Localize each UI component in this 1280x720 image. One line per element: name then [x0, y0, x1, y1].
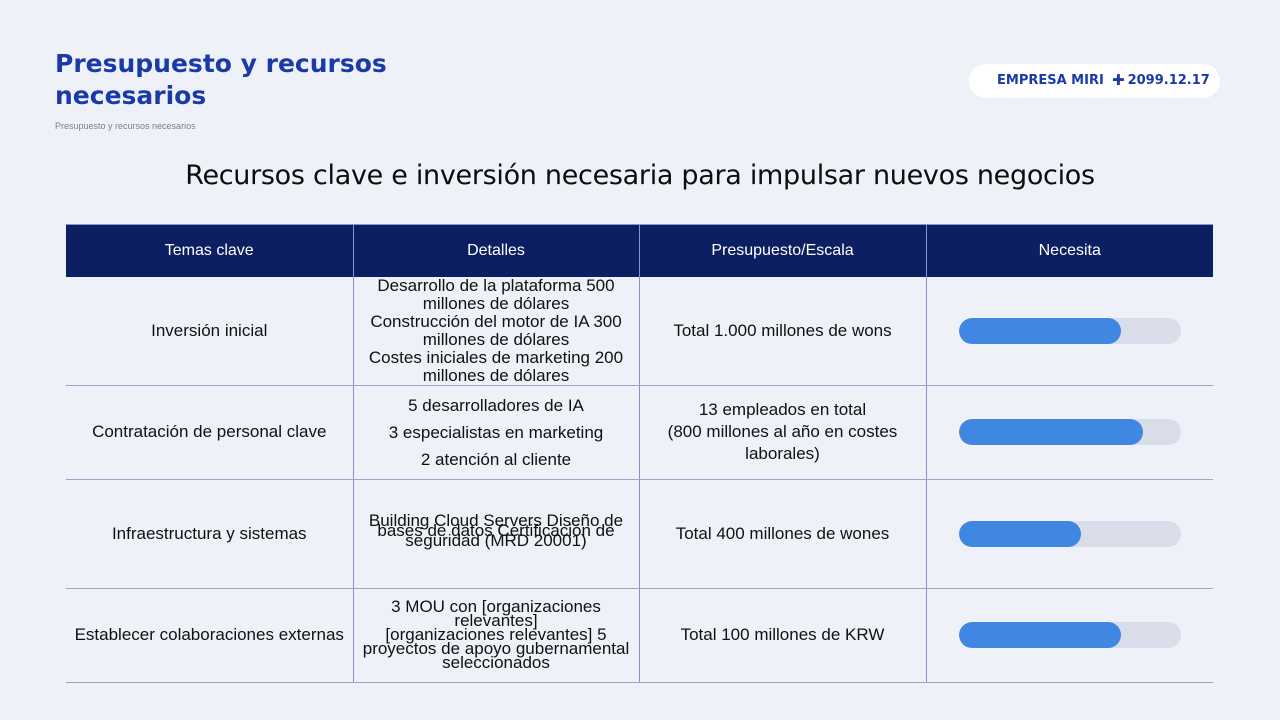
- table-row: [66, 588, 1213, 682]
- budget-cell: Total 400 millones de wones: [639, 479, 926, 588]
- budget-cell: [639, 385, 926, 479]
- detail-line: [organizaciones relevantes] 5 proyectos de apoyo gubernamental: [362, 625, 630, 658]
- table-row: [66, 277, 1213, 386]
- main-heading: Recursos clave e inversión necesaria para impulsar nuevos negocios: [185, 160, 1095, 191]
- table-row: [66, 385, 1213, 479]
- detail-line: seleccionados: [442, 653, 550, 672]
- need-bar-track: [959, 318, 1181, 344]
- need-bar-fill: [959, 622, 1121, 648]
- need-cell: [926, 479, 1213, 588]
- need-cell: [926, 385, 1213, 479]
- details-cell: [353, 385, 639, 479]
- detail-line: 5 desarrolladores de IA: [408, 395, 584, 415]
- header-badge: [969, 64, 1220, 98]
- need-bar-fill: [959, 318, 1121, 344]
- need-bar-track: [959, 521, 1181, 547]
- topic-cell: Establecer colaboraciones externas: [66, 588, 353, 682]
- need-bar-track: [959, 419, 1181, 445]
- company-name: EMPRESA MIRI: [997, 73, 1104, 88]
- table-row: [66, 479, 1213, 588]
- budget-line: (800 millones al año en costes laborales): [667, 422, 898, 463]
- detail-line: 2 atención al cliente: [420, 449, 572, 469]
- table-header-row: [66, 225, 1213, 277]
- detail-line: Desarrollo de la plataforma 500 millones de dólares: [377, 275, 615, 313]
- date-badge: [1112, 73, 1210, 88]
- page-subtitle: Presupuesto y recursos necesarios: [55, 121, 196, 131]
- budget-line: 13 empleados en total: [698, 400, 867, 419]
- column-header-details: Detalles: [353, 225, 639, 277]
- column-header-budget: Presupuesto/Escala: [639, 225, 926, 277]
- detail-line: 3 especialistas en marketing: [388, 422, 604, 442]
- detail-line: 3 MOU con [organizaciones relevantes]: [391, 597, 601, 630]
- column-header-need: Necesita: [926, 225, 1213, 277]
- details-cell: Building Cloud Servers Diseño de bases de datos Certificación de seguridad (MRD 20001): [353, 479, 639, 588]
- need-cell: [926, 588, 1213, 682]
- details-cell: [353, 277, 639, 386]
- page-title: Presupuesto y recursos necesarios: [55, 49, 387, 110]
- resources-table: [66, 224, 1213, 683]
- need-bar-fill: [959, 419, 1143, 445]
- budget-cell: Total 100 millones de KRW: [639, 588, 926, 682]
- details-cell: [353, 588, 639, 682]
- need-bar-track: [959, 622, 1181, 648]
- need-cell: [926, 277, 1213, 386]
- detail-line: Construcción del motor de IA 300 millones de dólares: [370, 311, 622, 349]
- topic-cell: Contratación de personal clave: [66, 385, 353, 479]
- topic-cell: Infraestructura y sistemas: [66, 479, 353, 588]
- date-text: 2099.12.17: [1127, 73, 1210, 88]
- topic-cell: Inversión inicial: [66, 277, 353, 386]
- budget-cell: Total 1.000 millones de wons: [639, 277, 926, 386]
- detail-line: Costes iniciales de marketing 200 millones de dólares: [368, 347, 624, 385]
- need-bar-fill: [959, 521, 1081, 547]
- column-header-topic: Temas clave: [66, 225, 353, 277]
- plus-icon: ✚: [1112, 71, 1125, 89]
